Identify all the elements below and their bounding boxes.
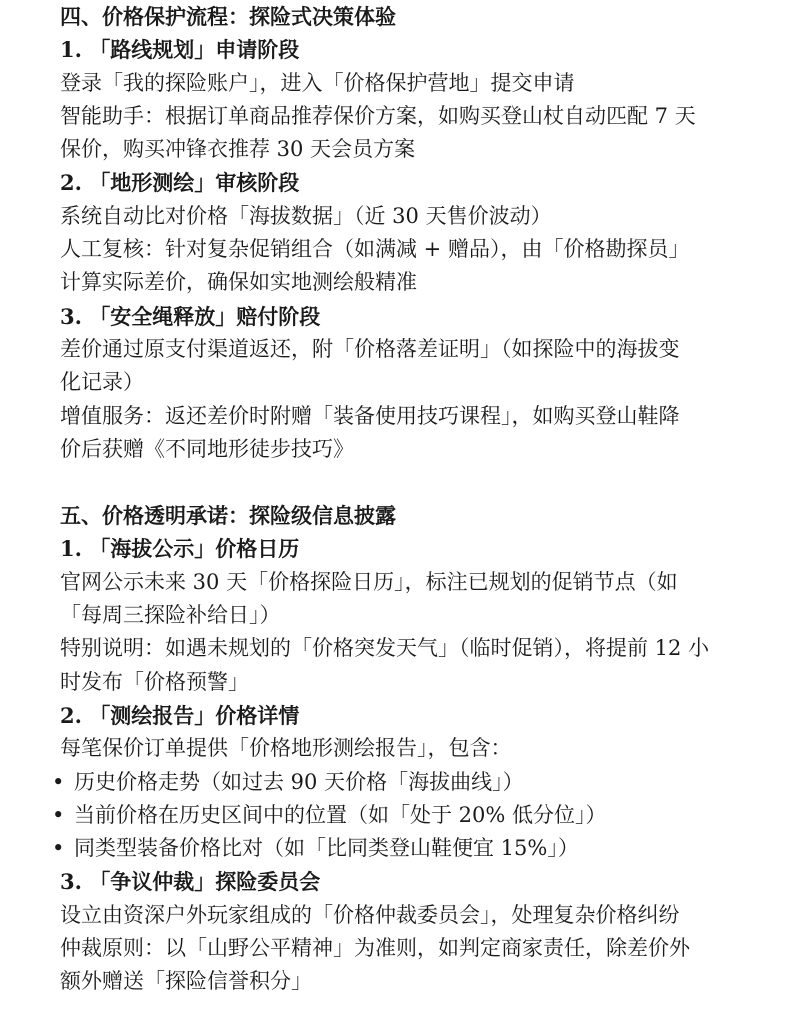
section-4-step-2-heading: 2. 「地形测绘」审核阶段 [60, 170, 300, 196]
paragraph-line: 智能助手：根据订单商品推荐保价方案，如购买登山杖自动匹配 7 天 [60, 103, 696, 128]
paragraph-line: 价后获赠《不同地形徒步技巧》 [60, 436, 354, 461]
paragraph-line: 仲裁原则：以「山野公平精神」为准则，如判定商家责任，除差价外 [60, 936, 690, 961]
paragraph-line: 系统自动比对价格「海拔数据」（近 30 天售价波动） [60, 203, 552, 228]
section-5-step-3-heading: 3. 「争议仲裁」探险委员会 [60, 869, 321, 895]
paragraph-line: 保价，购买冲锋衣推荐 30 天会员方案 [60, 137, 416, 162]
list-item [52, 799, 799, 832]
paragraph-line: 设立由资深户外玩家组成的「价格仲裁委员会」，处理复杂价格纠纷 [60, 902, 680, 927]
list-item [52, 832, 799, 865]
list-item-text: 当前价格在历史区间中的位置（如「处于 20% 低分位」） [74, 802, 607, 827]
bullet-icon: • [52, 836, 65, 861]
section-4-step-3-heading: 3. 「安全绳释放」赔付阶段 [60, 303, 321, 329]
paragraph-line: 每笔保价订单提供「价格地形测绘报告」，包含： [60, 736, 512, 761]
paragraph-line: 人工复核：针对复杂促销组合（如满减 + 赠品），由「价格勘探员」 [60, 237, 690, 262]
list-item [52, 766, 799, 799]
paragraph-line: 官网公示未来 30 天「价格探险日历」，标注已规划的促销节点（如 [60, 569, 678, 594]
section-5-step-2-heading: 2. 「测绘报告」价格详情 [60, 702, 300, 728]
paragraph-line: 时发布「价格预警」 [60, 669, 249, 694]
list-item-text: 历史价格走势（如过去 90 天价格「海拔曲线」） [74, 769, 524, 794]
paragraph-line: 计算实际差价，确保如实地测绘般精准 [60, 270, 417, 295]
bullet-icon: • [52, 769, 65, 794]
paragraph-line: 化记录） [60, 370, 144, 395]
paragraph-line: 特别说明：如遇未规划的「价格突发天气」（临时促销），将提前 12 小 [60, 636, 710, 661]
section-4-title: 四、价格保护流程：探险式决策体验 [60, 4, 396, 29]
list-item-text: 同类型装备价格比对（如「比同类登山鞋便宜 15%」） [74, 836, 579, 861]
bullet-icon: • [52, 802, 65, 827]
paragraph-line: 增值服务：返还差价时附赠「装备使用技巧课程」，如购买登山鞋降 [60, 403, 680, 428]
section-spacer [60, 466, 799, 499]
paragraph-line: 差价通过原支付渠道返还，附「价格落差证明」（如探险中的海拔变 [60, 336, 680, 361]
section-4-step-1-heading: 1. 「路线规划」申请阶段 [60, 37, 300, 63]
section-5-title: 五、价格透明承诺：探险级信息披露 [60, 503, 396, 529]
paragraph-line: 额外赠送「探险信誉积分」 [60, 969, 312, 994]
section-5-step-1-heading: 1. 「海拔公示」价格日历 [60, 536, 300, 562]
paragraph-line: 登录「我的探险账户」，进入「价格保护营地」提交申请 [60, 70, 575, 95]
paragraph-line: 「每周三探险补给日」） [60, 603, 281, 628]
